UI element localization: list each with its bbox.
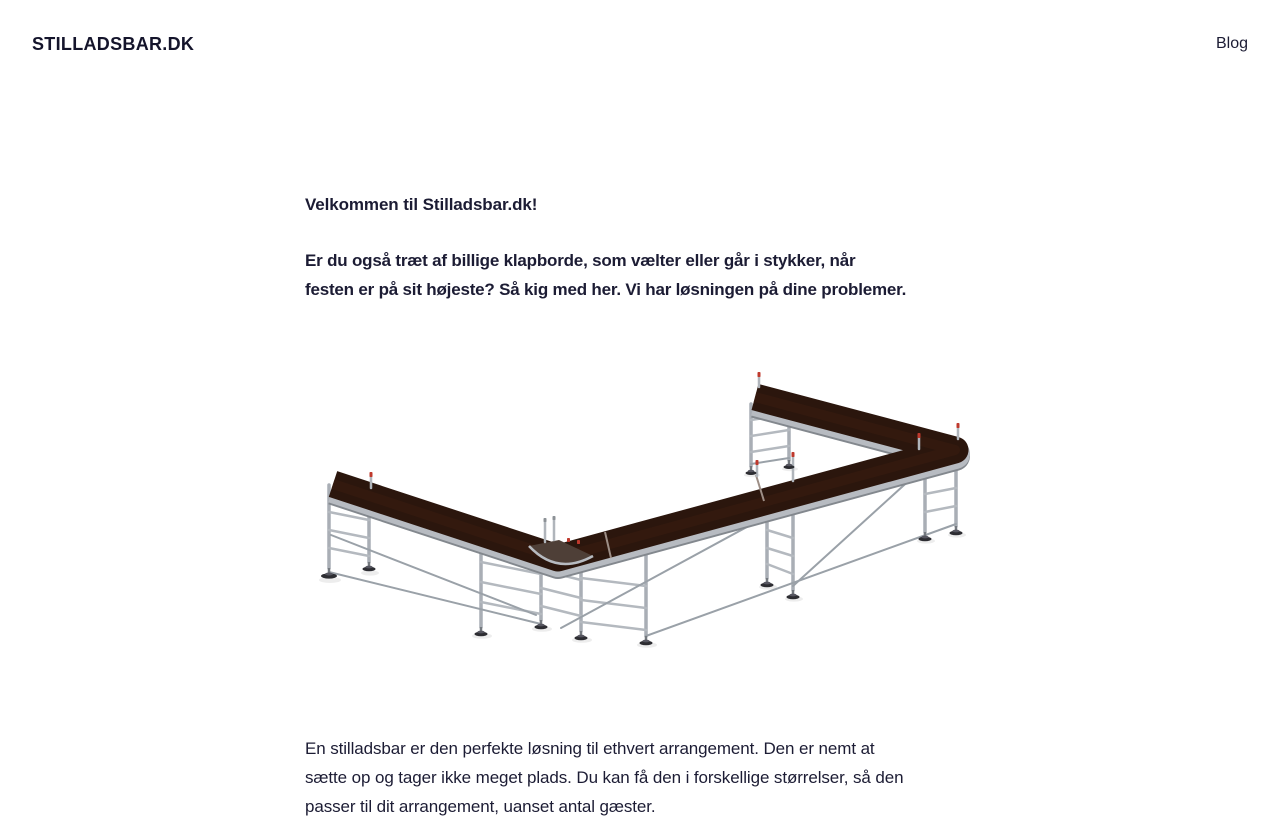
main-nav — [1216, 35, 1248, 53]
stilladsbar-product-image — [305, 334, 975, 706]
body-line-1: En stilladsbar er den perfekte løsning til ethvert arrangement. Den er nemt at — [305, 739, 875, 758]
intro-line-1: Er du også træt af billige klapborde, som vælter eller går i stykker, når — [305, 251, 856, 270]
intro-paragraph — [305, 246, 975, 304]
intro-line-2: festen er på sit højeste? Så kig med her. Vi har løsningen på dine problemer. — [305, 280, 907, 299]
site-logo[interactable]: STILLADSBAR.DK — [32, 33, 195, 54]
body-line-3: passer til dit arrangement, uanset antal gæster. — [305, 797, 656, 816]
stilladsbar-render-graphic — [305, 334, 975, 706]
body-line-2: sætte op og tager ikke meget plads. Du kan få den i forskellige størrelser, så den — [305, 768, 904, 787]
main-content — [305, 88, 975, 821]
nav-link-blog[interactable]: Blog — [1215, 35, 1248, 52]
site-header — [0, 0, 1280, 88]
page-title: Velkommen til Stilladsbar.dk! — [305, 195, 538, 214]
body-paragraph — [305, 734, 975, 821]
